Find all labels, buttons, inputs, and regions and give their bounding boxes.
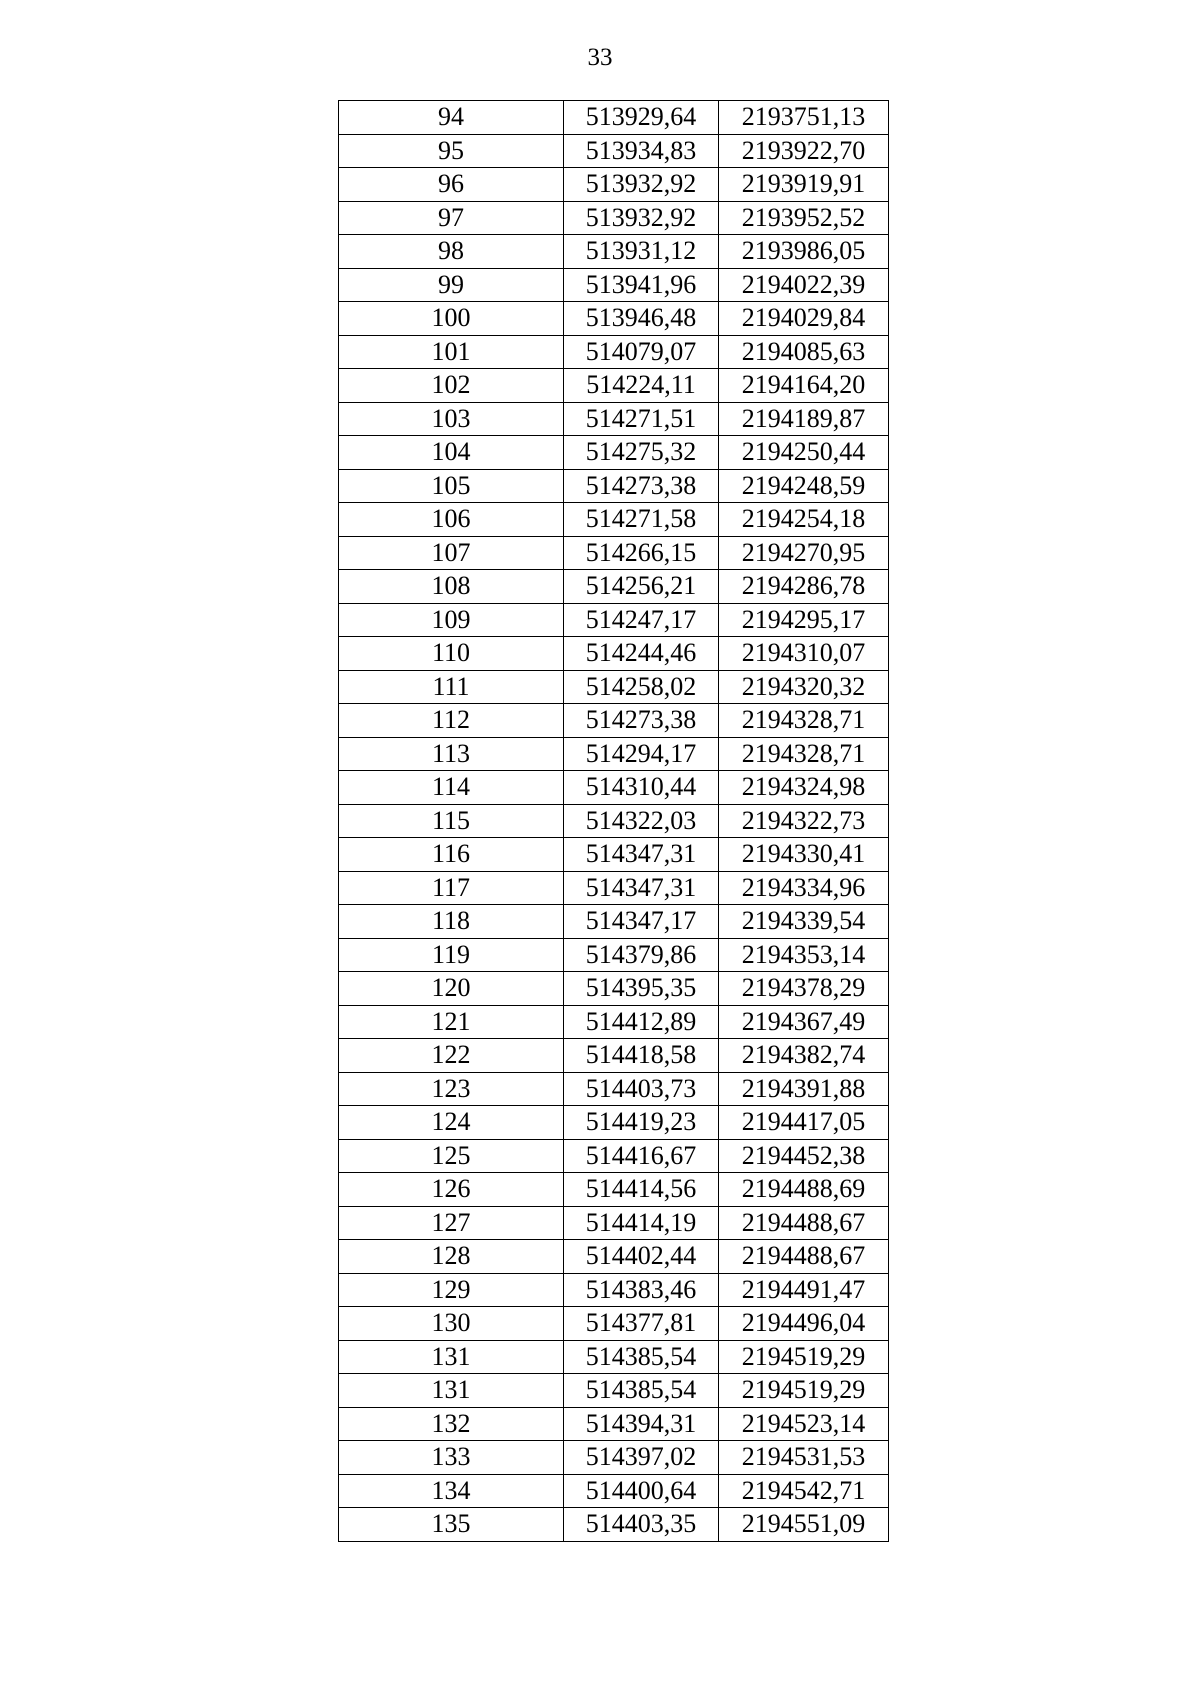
y-coordinate-cell: 2194310,07 [719,637,889,671]
table-row [339,1374,889,1408]
x-coordinate-cell: 514310,44 [564,771,719,805]
x-coordinate-cell: 514397,02 [564,1441,719,1475]
y-coordinate-cell: 2194523,14 [719,1407,889,1441]
y-coordinate-cell: 2194488,69 [719,1173,889,1207]
point-number-cell: 101 [339,335,564,369]
table-row [339,570,889,604]
point-number-cell: 127 [339,1206,564,1240]
x-coordinate-cell: 514273,38 [564,704,719,738]
point-number-cell: 124 [339,1106,564,1140]
x-coordinate-cell: 514273,38 [564,469,719,503]
table-row [339,905,889,939]
point-number-cell: 121 [339,1005,564,1039]
point-number-cell: 105 [339,469,564,503]
table-row [339,771,889,805]
table-row [339,302,889,336]
x-coordinate-cell: 514377,81 [564,1307,719,1341]
x-coordinate-cell: 514395,35 [564,972,719,1006]
x-coordinate-cell: 513932,92 [564,201,719,235]
point-number-cell: 104 [339,436,564,470]
point-number-cell: 120 [339,972,564,1006]
x-coordinate-cell: 514414,19 [564,1206,719,1240]
table-row [339,1307,889,1341]
page-number: 33 [587,44,613,71]
x-coordinate-cell: 514383,46 [564,1273,719,1307]
y-coordinate-cell: 2194164,20 [719,369,889,403]
table-row [339,804,889,838]
table-row [339,1106,889,1140]
table-row [339,235,889,269]
point-number-cell: 130 [339,1307,564,1341]
point-number-cell: 128 [339,1240,564,1274]
y-coordinate-cell: 2193922,70 [719,134,889,168]
x-coordinate-cell: 513932,92 [564,168,719,202]
y-coordinate-cell: 2194452,38 [719,1139,889,1173]
table-row [339,838,889,872]
point-number-cell: 115 [339,804,564,838]
y-coordinate-cell: 2193919,91 [719,168,889,202]
y-coordinate-cell: 2193952,52 [719,201,889,235]
y-coordinate-cell: 2194029,84 [719,302,889,336]
point-number-cell: 100 [339,302,564,336]
x-coordinate-cell: 513931,12 [564,235,719,269]
x-coordinate-cell: 514414,56 [564,1173,719,1207]
y-coordinate-cell: 2193751,13 [719,101,889,135]
x-coordinate-cell: 513941,96 [564,268,719,302]
point-number-cell: 114 [339,771,564,805]
y-coordinate-cell: 2194322,73 [719,804,889,838]
point-number-cell: 106 [339,503,564,537]
y-coordinate-cell: 2194488,67 [719,1240,889,1274]
y-coordinate-cell: 2194334,96 [719,871,889,905]
point-number-cell: 131 [339,1340,564,1374]
y-coordinate-cell: 2194250,44 [719,436,889,470]
y-coordinate-cell: 2194488,67 [719,1206,889,1240]
y-coordinate-cell: 2194286,78 [719,570,889,604]
table-row [339,603,889,637]
x-coordinate-cell: 514294,17 [564,737,719,771]
point-number-cell: 126 [339,1173,564,1207]
x-coordinate-cell: 514418,58 [564,1039,719,1073]
table-row [339,436,889,470]
y-coordinate-cell: 2194491,47 [719,1273,889,1307]
x-coordinate-cell: 513929,64 [564,101,719,135]
table-row [339,134,889,168]
x-coordinate-cell: 514247,17 [564,603,719,637]
table-row [339,1474,889,1508]
table-row [339,938,889,972]
point-number-cell: 134 [339,1474,564,1508]
x-coordinate-cell: 513934,83 [564,134,719,168]
table-row [339,1340,889,1374]
y-coordinate-cell: 2194519,29 [719,1340,889,1374]
x-coordinate-cell: 514400,64 [564,1474,719,1508]
y-coordinate-cell: 2194519,29 [719,1374,889,1408]
x-coordinate-cell: 514271,58 [564,503,719,537]
point-number-cell: 135 [339,1508,564,1542]
x-coordinate-cell: 514347,31 [564,838,719,872]
x-coordinate-cell: 514224,11 [564,369,719,403]
y-coordinate-cell: 2194320,32 [719,670,889,704]
y-coordinate-cell: 2194339,54 [719,905,889,939]
point-number-cell: 119 [339,938,564,972]
x-coordinate-cell: 514385,54 [564,1374,719,1408]
point-number-cell: 129 [339,1273,564,1307]
y-coordinate-cell: 2194378,29 [719,972,889,1006]
table-row [339,503,889,537]
point-number-cell: 111 [339,670,564,704]
table-row [339,1407,889,1441]
point-number-cell: 113 [339,737,564,771]
table-row [339,201,889,235]
x-coordinate-cell: 514244,46 [564,637,719,671]
x-coordinate-cell: 514347,31 [564,871,719,905]
y-coordinate-cell: 2194254,18 [719,503,889,537]
y-coordinate-cell: 2194531,53 [719,1441,889,1475]
table-row [339,637,889,671]
table-row [339,670,889,704]
x-coordinate-cell: 514403,35 [564,1508,719,1542]
x-coordinate-cell: 514258,02 [564,670,719,704]
x-coordinate-cell: 514416,67 [564,1139,719,1173]
y-coordinate-cell: 2194367,49 [719,1005,889,1039]
point-number-cell: 109 [339,603,564,637]
table-row [339,402,889,436]
y-coordinate-cell: 2194085,63 [719,335,889,369]
table-row [339,1240,889,1274]
point-number-cell: 131 [339,1374,564,1408]
x-coordinate-cell: 514256,21 [564,570,719,604]
x-coordinate-cell: 513946,48 [564,302,719,336]
coordinates-table-body [339,101,889,1542]
x-coordinate-cell: 514394,31 [564,1407,719,1441]
point-number-cell: 117 [339,871,564,905]
table-row [339,1206,889,1240]
point-number-cell: 110 [339,637,564,671]
table-row [339,268,889,302]
table-row [339,737,889,771]
point-number-cell: 133 [339,1441,564,1475]
y-coordinate-cell: 2194328,71 [719,737,889,771]
x-coordinate-cell: 514403,73 [564,1072,719,1106]
table-row [339,1139,889,1173]
table-row [339,1508,889,1542]
y-coordinate-cell: 2194391,88 [719,1072,889,1106]
y-coordinate-cell: 2194417,05 [719,1106,889,1140]
x-coordinate-cell: 514322,03 [564,804,719,838]
point-number-cell: 102 [339,369,564,403]
x-coordinate-cell: 514385,54 [564,1340,719,1374]
y-coordinate-cell: 2193986,05 [719,235,889,269]
y-coordinate-cell: 2194189,87 [719,402,889,436]
y-coordinate-cell: 2194353,14 [719,938,889,972]
table-row [339,1273,889,1307]
table-row [339,469,889,503]
x-coordinate-cell: 514402,44 [564,1240,719,1274]
y-coordinate-cell: 2194542,71 [719,1474,889,1508]
y-coordinate-cell: 2194330,41 [719,838,889,872]
point-number-cell: 98 [339,235,564,269]
y-coordinate-cell: 2194295,17 [719,603,889,637]
y-coordinate-cell: 2194496,04 [719,1307,889,1341]
point-number-cell: 103 [339,402,564,436]
point-number-cell: 94 [339,101,564,135]
point-number-cell: 123 [339,1072,564,1106]
point-number-cell: 125 [339,1139,564,1173]
x-coordinate-cell: 514079,07 [564,335,719,369]
point-number-cell: 108 [339,570,564,604]
x-coordinate-cell: 514271,51 [564,402,719,436]
table-row [339,1441,889,1475]
y-coordinate-cell: 2194382,74 [719,1039,889,1073]
point-number-cell: 99 [339,268,564,302]
point-number-cell: 97 [339,201,564,235]
table-row [339,168,889,202]
x-coordinate-cell: 514412,89 [564,1005,719,1039]
y-coordinate-cell: 2194022,39 [719,268,889,302]
point-number-cell: 116 [339,838,564,872]
point-number-cell: 95 [339,134,564,168]
table-row [339,1072,889,1106]
table-row [339,704,889,738]
table-row [339,1005,889,1039]
point-number-cell: 122 [339,1039,564,1073]
x-coordinate-cell: 514347,17 [564,905,719,939]
table-row [339,101,889,135]
table-row [339,536,889,570]
y-coordinate-cell: 2194270,95 [719,536,889,570]
table-row [339,871,889,905]
point-number-cell: 112 [339,704,564,738]
x-coordinate-cell: 514275,32 [564,436,719,470]
table-row [339,1173,889,1207]
table-row [339,972,889,1006]
x-coordinate-cell: 514419,23 [564,1106,719,1140]
table-row [339,369,889,403]
point-number-cell: 96 [339,168,564,202]
table-row [339,335,889,369]
point-number-cell: 118 [339,905,564,939]
x-coordinate-cell: 514266,15 [564,536,719,570]
y-coordinate-cell: 2194248,59 [719,469,889,503]
coordinates-table [338,100,889,1542]
y-coordinate-cell: 2194328,71 [719,704,889,738]
table-row [339,1039,889,1073]
point-number-cell: 132 [339,1407,564,1441]
point-number-cell: 107 [339,536,564,570]
x-coordinate-cell: 514379,86 [564,938,719,972]
y-coordinate-cell: 2194551,09 [719,1508,889,1542]
y-coordinate-cell: 2194324,98 [719,771,889,805]
